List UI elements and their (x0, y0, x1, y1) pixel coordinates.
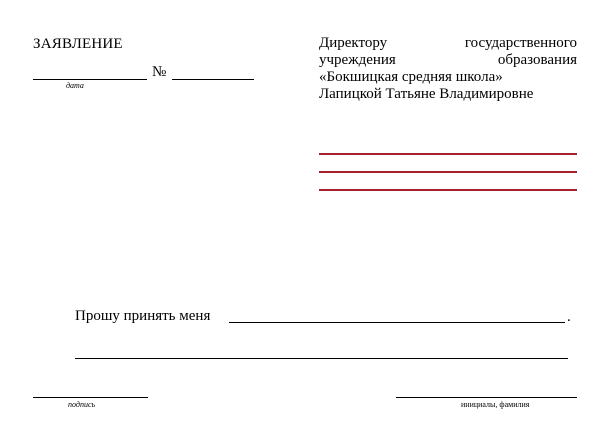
request-continuation-line[interactable] (75, 358, 568, 359)
addressee-block (319, 35, 577, 103)
signature-field-line[interactable] (33, 397, 148, 398)
request-text: Прошу принять меня (75, 308, 211, 324)
name-caption: инициалы, фамилия (461, 400, 530, 409)
addressee-line-2 (319, 52, 577, 69)
request-end-mark: . (567, 309, 571, 325)
addressee-school-name: «Бокшицкая средняя школа» (319, 69, 503, 85)
applicant-info-line-2[interactable] (319, 171, 577, 173)
applicant-info-line-3[interactable] (319, 189, 577, 191)
number-field-line[interactable] (172, 79, 254, 80)
request-field-line[interactable] (229, 322, 565, 323)
addressee-director-name: Лапицкой Татьяне Владимировне (319, 86, 534, 102)
addressee-institution-word: учреждения (319, 52, 396, 68)
document-title: ЗАЯВЛЕНИЕ (33, 36, 123, 52)
signature-caption: подпись (68, 400, 96, 409)
number-sign: № (152, 64, 167, 80)
addressee-institution-type: государственного (464, 35, 577, 51)
date-caption: дата (66, 81, 84, 90)
date-field-line[interactable] (33, 79, 147, 80)
addressee-position: Директору (319, 35, 388, 51)
applicant-info-line-1[interactable] (319, 153, 577, 155)
addressee-line-1 (319, 35, 577, 52)
addressee-education-word: образования (497, 52, 577, 68)
name-field-line[interactable] (396, 397, 577, 398)
